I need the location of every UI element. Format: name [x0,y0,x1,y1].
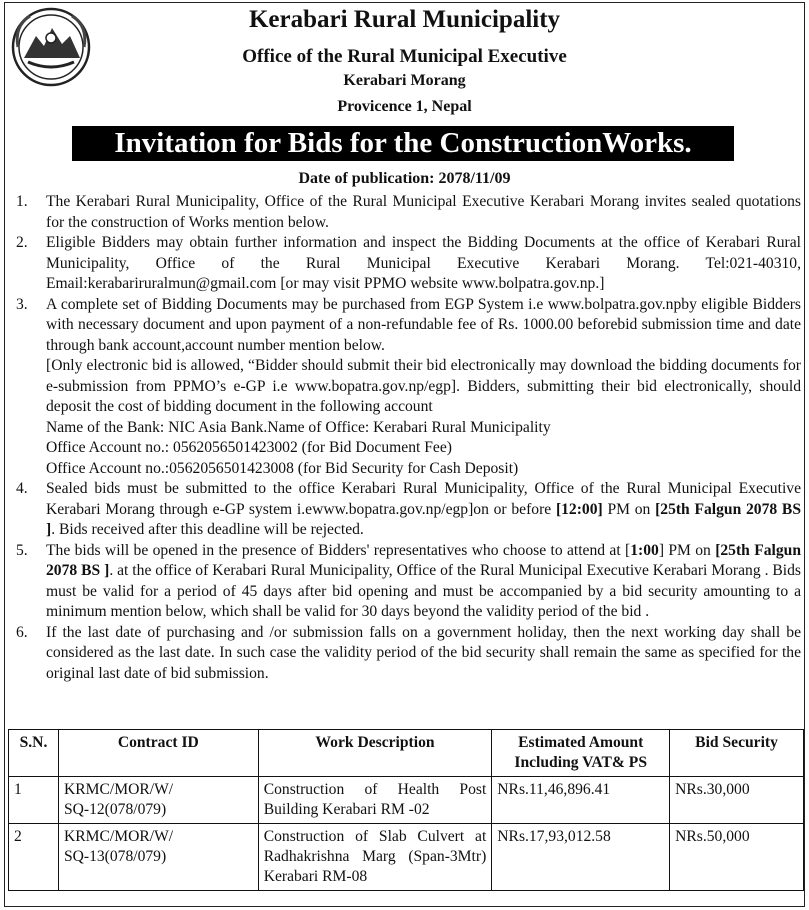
contract-id-line: SQ-13(078/079) [63,848,167,865]
item-text: The bids will be opened in the presence of Bidders' representatives who choose to attend at [ [46,541,631,559]
col-header-sn: S.N. [9,730,59,777]
cell-work-description: Construction of Health Post Building Kerabari RM -02 [258,777,492,824]
cell-work-description: Construction of Slab Culvert at Radhakrishna Marg (Span-3Mtr) Kerabari RM-08 [258,824,492,891]
col-header-contract-id: Contract ID [58,730,258,777]
item-text: . at the office of Kerabari Rural Municipality, Office of the Rural Municipal Executive Kerabari Morang . Bids must be valid for a period of 45 days after bid opening and must be accompanied by a bid security amounting to a minimum mention below, which shall be valid for 30 days beyond the validity period of the bid . [46,562,801,620]
contract-id-line: KRMC/MOR/W/ [63,781,174,798]
item-text: ] PM on [658,541,716,559]
item-number: 5. [16,541,28,559]
submission-time: [12:00] [555,500,603,518]
item-text: PM on [602,500,656,518]
item-number: 6. [16,623,28,641]
item-text: If the last date of purchasing and /or submission falls on a government holiday, then the next working day shall be considered as the last date. In such case the validity period of the bid security shall remain the same as specified for the original last date of bid submission. [46,623,801,682]
item-text: . Bids received after this deadline will be rejected. [51,521,364,538]
account-bid-security: Office Account no.:0562056501423008 (for Bid Security for Cash Deposit) [46,459,519,477]
item-number: 3. [16,295,28,313]
works-table [8,729,804,891]
table-row [9,777,804,824]
office-title: Office of the Rural Municipal Executive [242,46,567,67]
col-header-estimated-amount: Estimated Amount Including VAT& PS [492,730,670,777]
item-text: The Kerabari Rural Municipality, Office of the Rural Municipal Executive Kerabari Morang invites sealed quotations for the construction of Works mention below. [46,193,801,231]
bid-conditions-list [16,192,801,684]
cell-estimated-amount: NRs.17,93,012.58 [492,824,670,891]
list-item [16,233,801,295]
contract-id-line: SQ-12(078/079) [63,801,167,818]
opening-time: 1:00 [630,541,659,559]
opening-date: [25th Falgun 2078 BS ] [46,541,801,579]
cell-sn: 1 [9,777,59,824]
location-line: Kerabari Morang [343,72,466,89]
cell-sn: 2 [9,824,59,891]
item-number: 1. [16,193,28,210]
table-header-row [9,730,804,777]
publication-date: Date of publication: 2078/11/09 [298,170,511,187]
cell-estimated-amount: NRs.11,46,896.41 [492,777,670,824]
cell-bid-security: NRs.50,000 [670,824,804,891]
col-header-bid-security: Bid Security [670,730,804,777]
item-text: Sealed bids must be submitted to the office Kerabari Rural Municipality, Office of the Rural Municipal Executive Kerabari Morang through e-GP system i.ewww.bopatra.gov.np/egp]on or before [46,480,801,518]
cell-bid-security: NRs.30,000 [670,777,804,824]
table-row [9,824,804,891]
list-item [16,479,801,541]
contract-id-line: KRMC/MOR/W/ [63,828,174,845]
list-item [16,541,801,623]
item-text: Eligible Bidders may obtain further information and inspect the Bidding Documents at the office of Kerabari Rural Municipality, Office of the Rural Municipal Executive Kerabari Morang. Tel:021-40310, Email:kerabariruralmun@gmail.com [or may visit PPMO website www.bolpatra.gov.np.] [46,234,801,292]
cell-contract-id [58,824,258,891]
item-number: 2. [16,234,28,251]
province-line: Provicence 1, Nepal [337,98,472,115]
submission-date: [25th Falgun 2078 BS ] [46,500,802,538]
bank-name: Name of the Bank: NIC Asia Bank.Name of Office: Kerabari Rural Municipality [46,418,551,436]
org-title: Kerabari Rural Municipality [248,6,561,33]
list-item [16,295,801,480]
account-doc-fee: Office Account no.: 0562056501423002 (for Bid Document Fee) [46,439,452,456]
col-header-work-description: Work Description [258,730,492,777]
cell-contract-id [58,777,258,824]
notice-heading-banner: Invitation for Bids for the ConstructionWorks. [72,126,734,161]
electronic-bid-note: [Only electronic bid is allowed, “Bidder should submit their bid electronically may download the bidding documents for e-submission from PPMO’s e-GP i.e www.bopatra.gov.np/egp]. Bidders, submitting their bid electronically, should deposit the cost of bidding document in the following account [46,357,801,415]
list-item [16,192,801,233]
list-item [16,623,801,685]
item-number: 4. [16,480,28,497]
item-text: A complete set of Bidding Documents may be purchased from EGP System i.e www.bolpatra.gov.npby eligible Bidders with necessary document and upon payment of a non-refundable fee of Rs. 1000.00 beforebid submission time and date through bank account,account number mention below. [46,295,801,354]
